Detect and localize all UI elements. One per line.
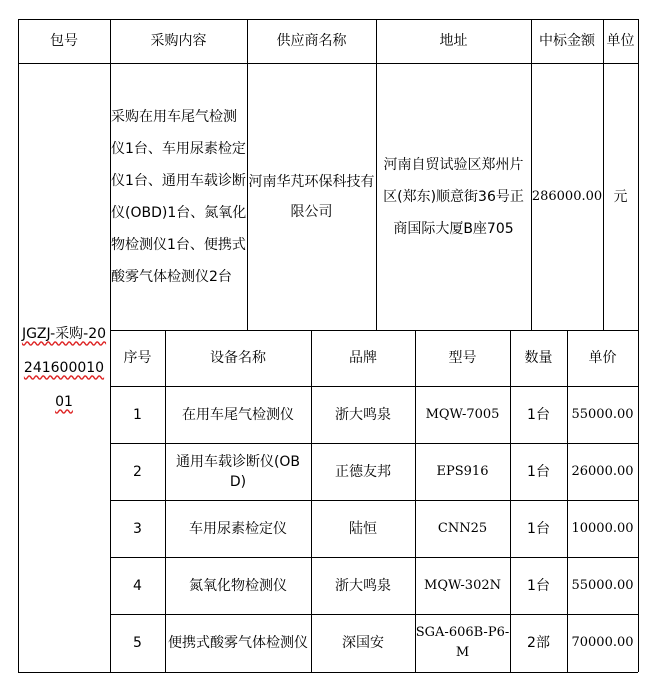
item-model: EPS916 (436, 463, 489, 479)
item-qty: 2部 (527, 635, 550, 651)
sub-header-qty: 数量 (524, 350, 553, 366)
sub-header-brand: 品牌 (349, 350, 377, 366)
border-bottom (18, 672, 638, 673)
item-device: 在用车尾气检测仪 (182, 406, 294, 423)
item-seq: 1 (133, 406, 142, 423)
package-no-value: JGZJ-采购-2024160001001 (21, 325, 107, 410)
item-model: SGA-606B-P6-M (415, 625, 510, 660)
header-amount: 中标金额 (539, 33, 595, 49)
item-seq: 4 (133, 577, 142, 594)
item-device: 车用尿素检定仪 (189, 520, 287, 537)
amount-cell: 286000.00 (531, 188, 603, 204)
sub-header-seq: 序号 (123, 350, 152, 366)
item-device: 氮氧化物检测仪 (189, 577, 287, 594)
item-brand: 浙大鸣泉 (335, 406, 391, 423)
item-seq: 5 (133, 635, 142, 651)
item-model: MQW-302N (424, 577, 501, 593)
item-seq: 3 (133, 520, 142, 537)
item-brand: 正德友邦 (335, 463, 391, 480)
item-qty: 1台 (527, 406, 550, 423)
item-price: 55000.00 (571, 577, 634, 593)
item-brand: 深国安 (342, 635, 384, 651)
header-package-no: 包号 (50, 33, 78, 49)
header-unit: 单位 (606, 33, 635, 49)
item-brand: 陆恒 (349, 520, 377, 537)
item-device: 通用车载诊断仪(OBD) (175, 453, 301, 490)
content-cell: 采购在用车尾气检测仪1台、车用尿素检定仪1台、通用车载诊断仪(OBD)1台、氮氧化物检测仪1台、便携式酸雾气体检测仪2台 (111, 108, 247, 285)
header-content: 采购内容 (150, 33, 207, 49)
border-right (638, 19, 639, 672)
header-address: 地址 (439, 33, 468, 49)
sub-header-model: 型号 (448, 350, 477, 366)
unit-cell: 元 (613, 188, 628, 205)
item-model: CNN25 (437, 520, 488, 536)
item-qty: 1台 (527, 463, 550, 480)
header-supplier: 供应商名称 (276, 33, 347, 49)
item-brand: 浙大鸣泉 (335, 577, 391, 594)
item-price: 55000.00 (571, 406, 634, 422)
address-cell: 河南自贸试验区郑州片区(郑东)顺意街36号正商国际大厦B座705 (383, 156, 524, 237)
item-device: 便携式酸雾气体检测仪 (168, 635, 308, 651)
item-qty: 1台 (527, 520, 550, 537)
package-no-cell (18, 63, 110, 672)
item-seq: 2 (133, 463, 142, 480)
item-price: 10000.00 (571, 520, 634, 536)
item-model: MQW-7005 (425, 406, 500, 422)
sub-header-price: 单价 (588, 350, 617, 366)
item-qty: 1台 (527, 577, 550, 594)
item-price: 26000.00 (571, 463, 634, 479)
supplier-cell: 河南华芃环保科技有限公司 (248, 173, 375, 220)
item-price: 70000.00 (571, 635, 634, 650)
sub-header-device: 设备名称 (210, 350, 266, 366)
